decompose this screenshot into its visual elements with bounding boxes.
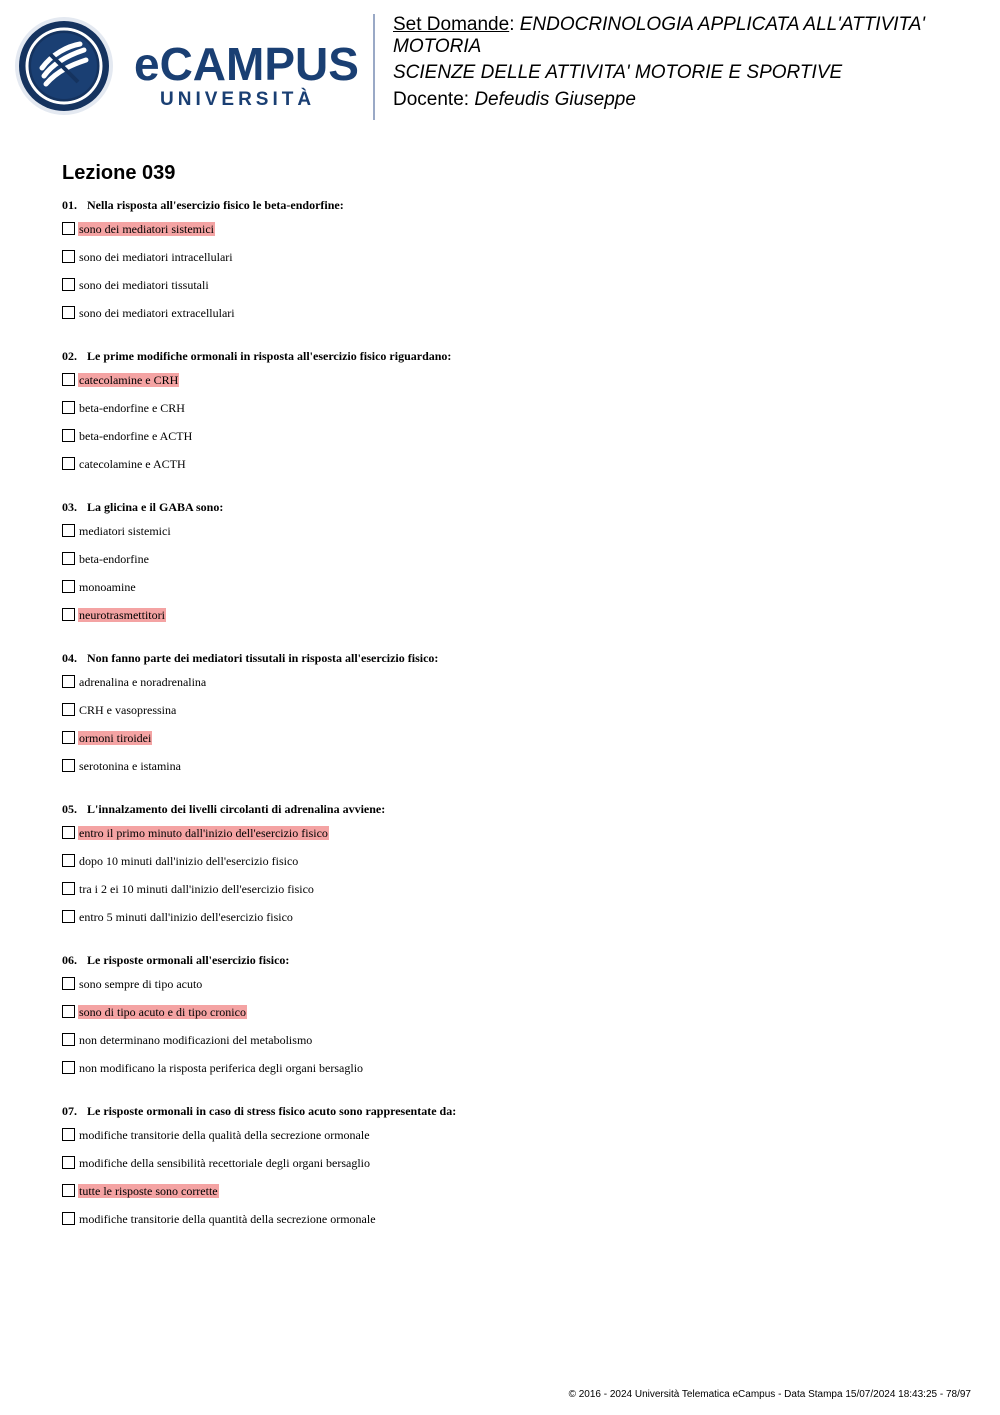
answer-checkbox[interactable] <box>62 222 75 235</box>
answer-text: modifiche transitorie della quantità della secrezione ormonale <box>79 1212 376 1226</box>
question-text: Le risposte ormonali all'esercizio fisico: <box>87 953 290 967</box>
answer-checkbox[interactable] <box>62 1212 75 1225</box>
answer-text: catecolamine e ACTH <box>79 457 186 471</box>
set-label: Set Domande <box>393 14 510 35</box>
answer-checkbox[interactable] <box>62 731 75 744</box>
question-block <box>62 196 962 334</box>
answer-checkbox[interactable] <box>62 401 75 414</box>
question-block <box>62 347 962 485</box>
answer-option-correct <box>62 222 962 250</box>
question-block <box>62 951 962 1089</box>
answer-text: modifiche transitorie della qualità della secrezione ormonale <box>79 1128 370 1142</box>
answer-checkbox[interactable] <box>62 1156 75 1169</box>
logo-sub-text: UNIVERSITÀ <box>160 89 316 110</box>
ecampus-logo <box>14 14 359 118</box>
set-domande-line: Set Domande: ENDOCRINOLOGIA APPLICATA ALL'ATTIVITA' MOTORIA <box>393 14 926 57</box>
answer-checkbox[interactable] <box>62 608 75 621</box>
answer-option-correct <box>62 731 962 759</box>
answer-option <box>62 306 962 334</box>
question-text: Le risposte ormonali in caso di stress fisico acuto sono rappresentate da: <box>87 1104 457 1118</box>
answer-option <box>62 580 962 608</box>
question-header <box>62 196 962 214</box>
answer-checkbox[interactable] <box>62 703 75 716</box>
answer-text: adrenalina e noradrenalina <box>79 675 207 689</box>
answer-checkbox[interactable] <box>62 1128 75 1141</box>
answer-option-correct <box>62 373 962 401</box>
answer-text: ormoni tiroidei <box>79 731 152 745</box>
answer-checkbox[interactable] <box>62 1033 75 1046</box>
question-text: L'innalzamento dei livelli circolanti di adrenalina avviene: <box>87 802 386 816</box>
question-header <box>62 1102 962 1120</box>
answer-text: sono di tipo acuto e di tipo cronico <box>79 1005 246 1019</box>
answer-text: sono dei mediatori sistemici <box>79 222 214 236</box>
answer-option <box>62 278 962 306</box>
answer-checkbox[interactable] <box>62 580 75 593</box>
answer-checkbox[interactable] <box>62 250 75 263</box>
answer-text: tutte le risposte sono corrette <box>79 1184 218 1198</box>
answer-option-correct <box>62 608 962 636</box>
answer-text: sono dei mediatori extracellulari <box>79 306 235 320</box>
answer-option <box>62 759 962 787</box>
answer-option <box>62 1061 962 1089</box>
answer-option-correct <box>62 826 962 854</box>
answer-option <box>62 401 962 429</box>
answer-checkbox[interactable] <box>62 675 75 688</box>
answer-checkbox[interactable] <box>62 1184 75 1197</box>
answer-text: entro 5 minuti dall'inizio dell'esercizio fisico <box>79 910 293 924</box>
answer-text: entro il primo minuto dall'inizio dell'esercizio fisico <box>79 826 328 840</box>
question-text: Non fanno parte dei mediatori tissutali in risposta all'esercizio fisico: <box>87 651 439 665</box>
answer-option <box>62 1128 962 1156</box>
answer-option <box>62 977 962 1005</box>
answer-text: modifiche della sensibilità recettoriale degli organi bersaglio <box>79 1156 371 1170</box>
answer-option <box>62 524 962 552</box>
answer-option <box>62 1212 962 1240</box>
question-list <box>62 196 962 1253</box>
answer-checkbox[interactable] <box>62 524 75 537</box>
question-text: Le prime modifiche ormonali in risposta all'esercizio fisico riguardano: <box>87 349 452 363</box>
question-number: 03. <box>62 500 77 514</box>
answer-option <box>62 429 962 457</box>
question-text: La glicina e il GABA sono: <box>87 500 224 514</box>
teacher-line <box>393 89 983 111</box>
question-block <box>62 649 962 787</box>
answer-text: monoamine <box>79 580 136 594</box>
question-number: 06. <box>62 953 77 967</box>
answer-checkbox[interactable] <box>62 759 75 772</box>
question-number: 05. <box>62 802 77 816</box>
answer-text: neurotrasmettitori <box>79 608 165 622</box>
answer-text: mediatori sistemici <box>79 524 171 538</box>
answer-text: CRH e vasopressina <box>79 703 177 717</box>
answer-checkbox[interactable] <box>62 1061 75 1074</box>
answer-text: tra i 2 ei 10 minuti dall'inizio dell'esercizio fisico <box>79 882 314 896</box>
answer-checkbox[interactable] <box>62 306 75 319</box>
logo-brand-text: eCAMPUS <box>134 38 359 90</box>
answer-text: non modificano la risposta periferica degli organi bersaglio <box>79 1061 364 1075</box>
question-block <box>62 800 962 938</box>
set-value: ENDOCRINOLOGIA APPLICATA ALL'ATTIVITA' MOTORIA <box>393 14 926 57</box>
answer-option <box>62 854 962 882</box>
answer-option <box>62 703 962 731</box>
answer-option <box>62 1033 962 1061</box>
answer-checkbox[interactable] <box>62 457 75 470</box>
answer-checkbox[interactable] <box>62 882 75 895</box>
answer-option <box>62 910 962 938</box>
answer-checkbox[interactable] <box>62 373 75 386</box>
answer-option <box>62 882 962 910</box>
question-header <box>62 498 962 516</box>
answer-text: sono dei mediatori tissutali <box>79 278 209 292</box>
question-header <box>62 347 962 365</box>
answer-checkbox[interactable] <box>62 826 75 839</box>
answer-option-correct <box>62 1005 962 1033</box>
answer-text: dopo 10 minuti dall'inizio dell'esercizio fisico <box>79 854 299 868</box>
answer-checkbox[interactable] <box>62 429 75 442</box>
header-divider <box>373 14 375 120</box>
answer-option <box>62 1156 962 1184</box>
answer-text: beta-endorfine e CRH <box>79 401 185 415</box>
answer-option <box>62 675 962 703</box>
course-line <box>393 62 983 84</box>
answer-checkbox[interactable] <box>62 278 75 291</box>
question-block <box>62 498 962 636</box>
answer-checkbox[interactable] <box>62 1005 75 1018</box>
answer-text: beta-endorfine e ACTH <box>79 429 193 443</box>
question-number: 04. <box>62 651 77 665</box>
answer-option <box>62 457 962 485</box>
question-number: 07. <box>62 1104 77 1118</box>
question-number: 01. <box>62 198 77 212</box>
teacher-name: Defeudis Giuseppe <box>474 89 636 110</box>
answer-text: sono sempre di tipo acuto <box>79 977 203 991</box>
header-info <box>393 14 983 116</box>
course-name: SCIENZE DELLE ATTIVITA' MOTORIE E SPORTIVE <box>393 62 843 83</box>
question-header <box>62 951 962 969</box>
question-header <box>62 800 962 818</box>
answer-text: serotonina e istamina <box>79 759 181 773</box>
answer-text: sono dei mediatori intracellulari <box>79 250 233 264</box>
ecampus-emblem-icon <box>15 17 113 115</box>
answer-text: non determinano modificazioni del metabolismo <box>79 1033 313 1047</box>
teacher-label: Docente: <box>393 89 470 110</box>
answer-option <box>62 552 962 580</box>
answer-text: catecolamine e CRH <box>79 373 179 387</box>
answer-checkbox[interactable] <box>62 552 75 565</box>
answer-checkbox[interactable] <box>62 910 75 923</box>
lesson-title: Lezione 039 <box>62 162 176 184</box>
answer-option-correct <box>62 1184 962 1212</box>
question-number: 02. <box>62 349 77 363</box>
answer-checkbox[interactable] <box>62 977 75 990</box>
question-text: Nella risposta all'esercizio fisico le beta-endorfine: <box>87 198 344 212</box>
question-header <box>62 649 962 667</box>
answer-checkbox[interactable] <box>62 854 75 867</box>
question-block <box>62 1102 962 1240</box>
answer-option <box>62 250 962 278</box>
print-footer: © 2016 - 2024 Università Telematica eCampus - Data Stampa 15/07/2024 18:43:25 - 78/97 <box>568 1389 971 1400</box>
answer-text: beta-endorfine <box>79 552 149 566</box>
